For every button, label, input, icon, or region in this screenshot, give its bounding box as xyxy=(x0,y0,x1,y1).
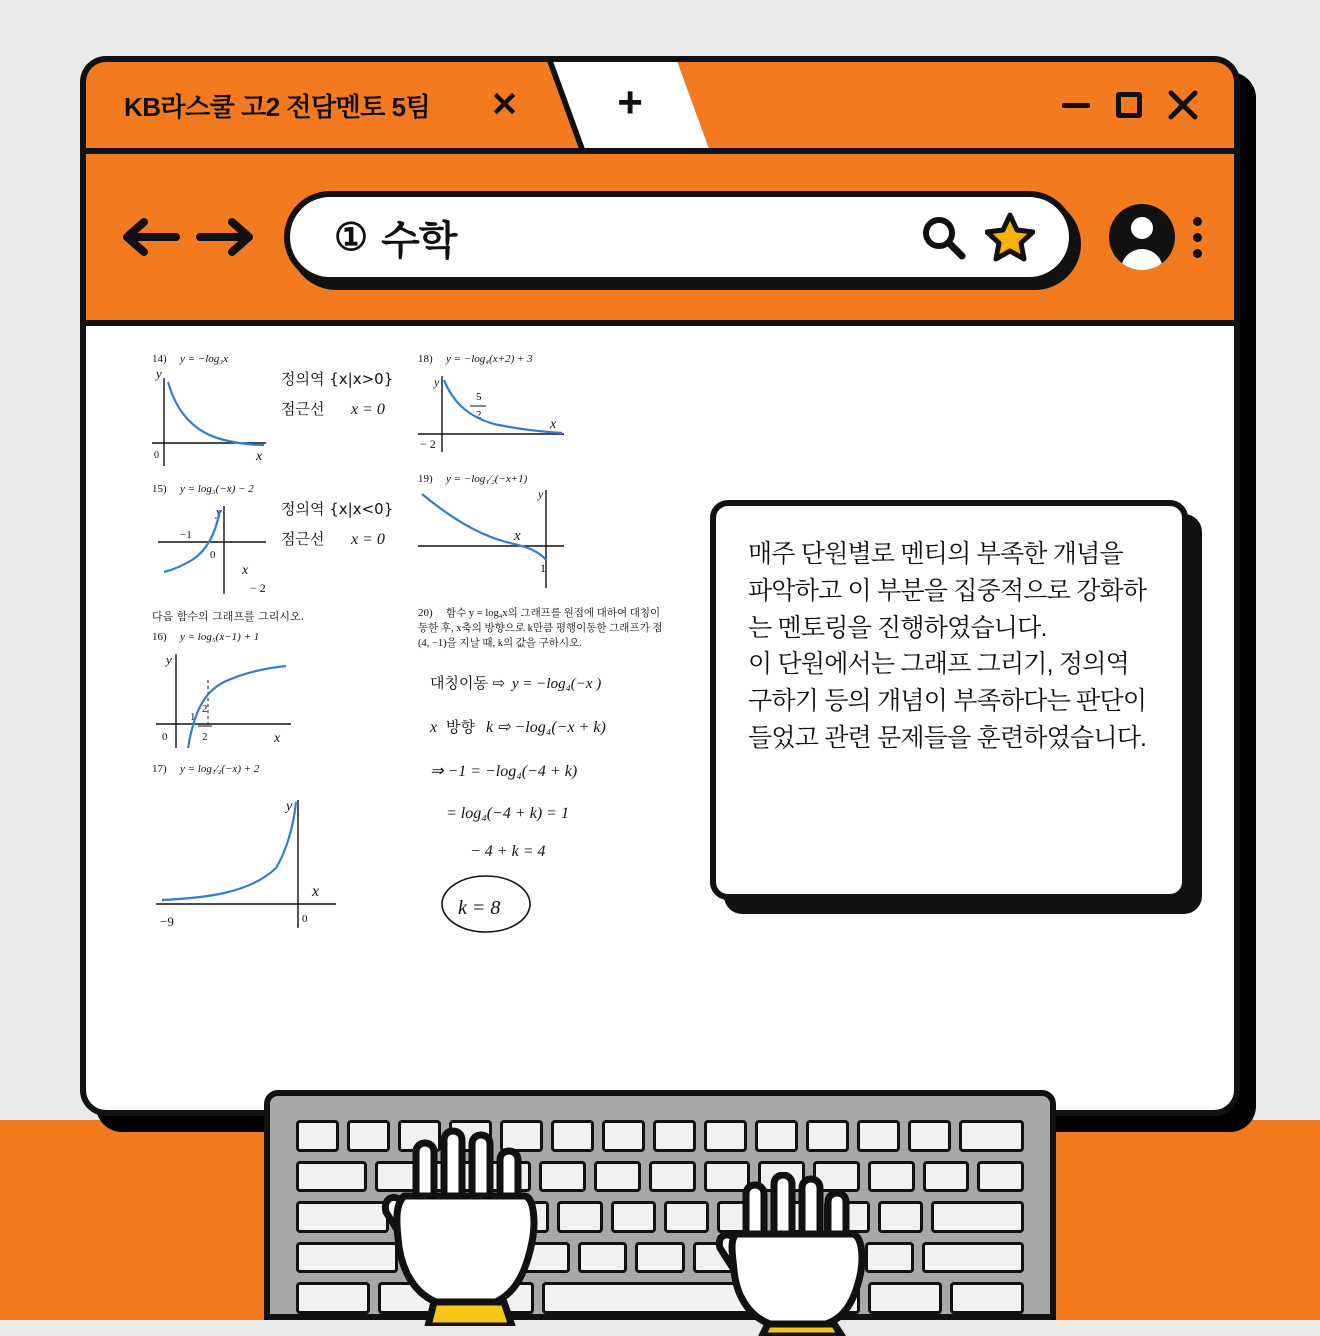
q15-note3: x = 0 xyxy=(351,531,385,548)
key[interactable] xyxy=(611,1201,656,1233)
key-backspace[interactable] xyxy=(959,1120,1024,1152)
browser-toolbar xyxy=(80,148,1240,320)
account-avatar[interactable] xyxy=(1109,204,1175,270)
svg-text:x: x xyxy=(242,563,249,578)
q20-number: 20) xyxy=(418,607,433,619)
key[interactable] xyxy=(649,1161,696,1193)
svg-text:x: x xyxy=(256,449,263,464)
info-card xyxy=(710,500,1188,900)
kebab-menu-icon[interactable] xyxy=(1193,217,1202,258)
q16-expr: y = log₅(x−1) + 1 xyxy=(180,631,260,643)
key[interactable] xyxy=(806,1120,849,1152)
key-shift-right[interactable] xyxy=(922,1242,1024,1274)
key[interactable] xyxy=(857,1120,900,1152)
svg-text:−1: −1 xyxy=(180,529,192,541)
svg-text:0: 0 xyxy=(162,731,168,743)
key[interactable] xyxy=(602,1120,645,1152)
key-ctrl-right[interactable] xyxy=(950,1282,1024,1314)
svg-text:y: y xyxy=(286,799,293,814)
svg-text:y: y xyxy=(216,504,222,519)
right-hand xyxy=(712,1172,888,1336)
browser-tab-active[interactable] xyxy=(86,62,547,148)
q14-expr: y = −log₃x xyxy=(180,353,228,365)
svg-text:0: 0 xyxy=(302,913,308,925)
worksheet-instruction: 다음 함수의 그래프를 그리시오. xyxy=(152,610,305,623)
tab-close-icon[interactable]: ✕ xyxy=(490,86,519,124)
solution-answer: k = 8 xyxy=(458,897,501,919)
key[interactable] xyxy=(594,1161,641,1193)
info-card-text: 매주 단원별로 멘티의 부족한 개념을 파악하고 이 부분을 집중적으로 강화하는 멘토링을 진행하였습니다. 이 단원에서는 그래프 그리기, 정의역 구하기 등의 개념이 부족하다는 판단이 들었고 관련 문제들을 훈련하였습니다. xyxy=(748,540,1147,752)
q20-text-1: 함수 y = log₄x의 그래프를 원점에 대하여 대칭이 xyxy=(446,608,661,619)
svg-text:y: y xyxy=(538,487,544,501)
key[interactable] xyxy=(908,1120,951,1152)
minimize-button[interactable] xyxy=(1062,103,1090,108)
svg-text:y = −log₄(−x ): y = −log₄(−x ) xyxy=(512,676,602,692)
address-bar[interactable] xyxy=(284,191,1075,283)
key[interactable] xyxy=(923,1161,970,1193)
svg-text:5: 5 xyxy=(476,391,482,403)
key-caps[interactable] xyxy=(296,1201,389,1233)
minimize-icon xyxy=(1062,103,1090,108)
solution-line-4: = log₄(−4 + k) = 1 xyxy=(446,805,569,822)
key[interactable] xyxy=(704,1120,747,1152)
url-input[interactable] xyxy=(334,209,919,266)
svg-text:− 2: − 2 xyxy=(250,581,266,595)
svg-text:x: x xyxy=(550,417,557,432)
q20-text-3: (4, −1)을 지날 때, k의 값을 구하시오. xyxy=(418,638,582,649)
key[interactable] xyxy=(653,1120,696,1152)
svg-text:y: y xyxy=(166,652,172,667)
window-controls xyxy=(1062,90,1234,120)
key-ctrl-left[interactable] xyxy=(296,1282,370,1314)
q17-expr: y = log₁⁄₂(−x) + 2 xyxy=(180,763,260,775)
key-tab[interactable] xyxy=(296,1161,367,1193)
solution-line-5: − 4 + k = 4 xyxy=(470,843,546,860)
back-arrow-icon[interactable] xyxy=(118,214,180,260)
svg-text:x: x xyxy=(312,883,320,900)
key[interactable] xyxy=(755,1120,798,1152)
q19-expr: y = −log₁⁄₂(−x+1) xyxy=(446,473,528,485)
solution-line-2: x xyxy=(430,719,438,736)
address-bar-icons xyxy=(919,212,1035,262)
worksheet-svg xyxy=(146,348,706,988)
url-prefix-badge: ① xyxy=(334,216,368,259)
solution-line-3: ⇒ −1 = −log₄(−4 + k) xyxy=(430,763,578,780)
navigation-arrows xyxy=(118,214,258,260)
svg-text:2: 2 xyxy=(202,703,208,715)
q14-note1: 정의역 {x|x>0} xyxy=(281,370,394,388)
maximize-icon xyxy=(1116,92,1142,118)
left-hand-icon xyxy=(376,1126,566,1326)
solution-line-1: 대칭이동 ⇨ xyxy=(430,674,506,692)
tab-title: KB라스쿨 고2 전담멘토 5팀 xyxy=(124,91,431,122)
key[interactable] xyxy=(977,1161,1024,1193)
svg-text:x: x xyxy=(274,731,281,746)
svg-text:0: 0 xyxy=(210,549,216,561)
q15-note1: 정의역 {x|x<0} xyxy=(281,500,394,518)
q15-note2: 점근선 xyxy=(281,530,325,548)
svg-text:2: 2 xyxy=(202,731,208,743)
svg-text:y: y xyxy=(156,366,162,381)
q17-number: 17) xyxy=(152,763,167,775)
svg-text:방향: 방향 xyxy=(446,718,475,736)
q15-expr: y = log₃(−x) − 2 xyxy=(180,483,254,495)
worksheet-scan xyxy=(146,348,706,988)
key[interactable] xyxy=(664,1201,709,1233)
q20-text-2: 동한 후, x축의 방향으로 k만큼 평행이동한 그래프가 점 xyxy=(418,623,663,634)
svg-text:y: y xyxy=(434,375,440,389)
svg-text:0: 0 xyxy=(154,450,159,461)
q18-expr: y = −log₄(x+2) + 3 xyxy=(446,353,533,365)
browser-window xyxy=(80,56,1240,1116)
svg-text:−9: −9 xyxy=(160,914,174,929)
svg-text:2: 2 xyxy=(476,409,482,421)
key-enter[interactable] xyxy=(931,1201,1024,1233)
svg-text:k ⇨ −log₄(−x + k): k ⇨ −log₄(−x + k) xyxy=(486,719,606,736)
new-tab-label: + xyxy=(617,78,643,127)
svg-text:x: x xyxy=(514,528,521,544)
close-icon xyxy=(1168,90,1198,120)
maximize-button[interactable] xyxy=(1116,92,1142,118)
url-value: 수학 xyxy=(381,218,457,263)
q14-number: 14) xyxy=(152,353,167,365)
q14-note3: x = 0 xyxy=(351,401,385,418)
right-hand-icon xyxy=(712,1172,888,1336)
close-button[interactable] xyxy=(1168,90,1198,120)
key[interactable] xyxy=(578,1242,627,1274)
q14-note2: 점근선 xyxy=(281,400,325,418)
q18-number: 18) xyxy=(418,353,433,365)
left-hand xyxy=(376,1126,566,1326)
star-icon[interactable] xyxy=(985,212,1035,262)
key[interactable] xyxy=(635,1242,684,1274)
page-content xyxy=(80,320,1240,1116)
key[interactable] xyxy=(296,1120,339,1152)
q15-number: 15) xyxy=(152,483,167,495)
profile-area xyxy=(1109,204,1202,270)
q19-number: 19) xyxy=(418,473,433,485)
svg-text:− 2: − 2 xyxy=(420,437,436,451)
svg-text:1: 1 xyxy=(190,711,196,723)
title-bar xyxy=(80,56,1240,148)
q16-number: 16) xyxy=(152,631,167,643)
keyboard-area xyxy=(264,1090,1056,1320)
forward-arrow-icon[interactable] xyxy=(196,214,258,260)
search-icon[interactable] xyxy=(919,213,967,261)
svg-text:1: 1 xyxy=(540,561,546,575)
